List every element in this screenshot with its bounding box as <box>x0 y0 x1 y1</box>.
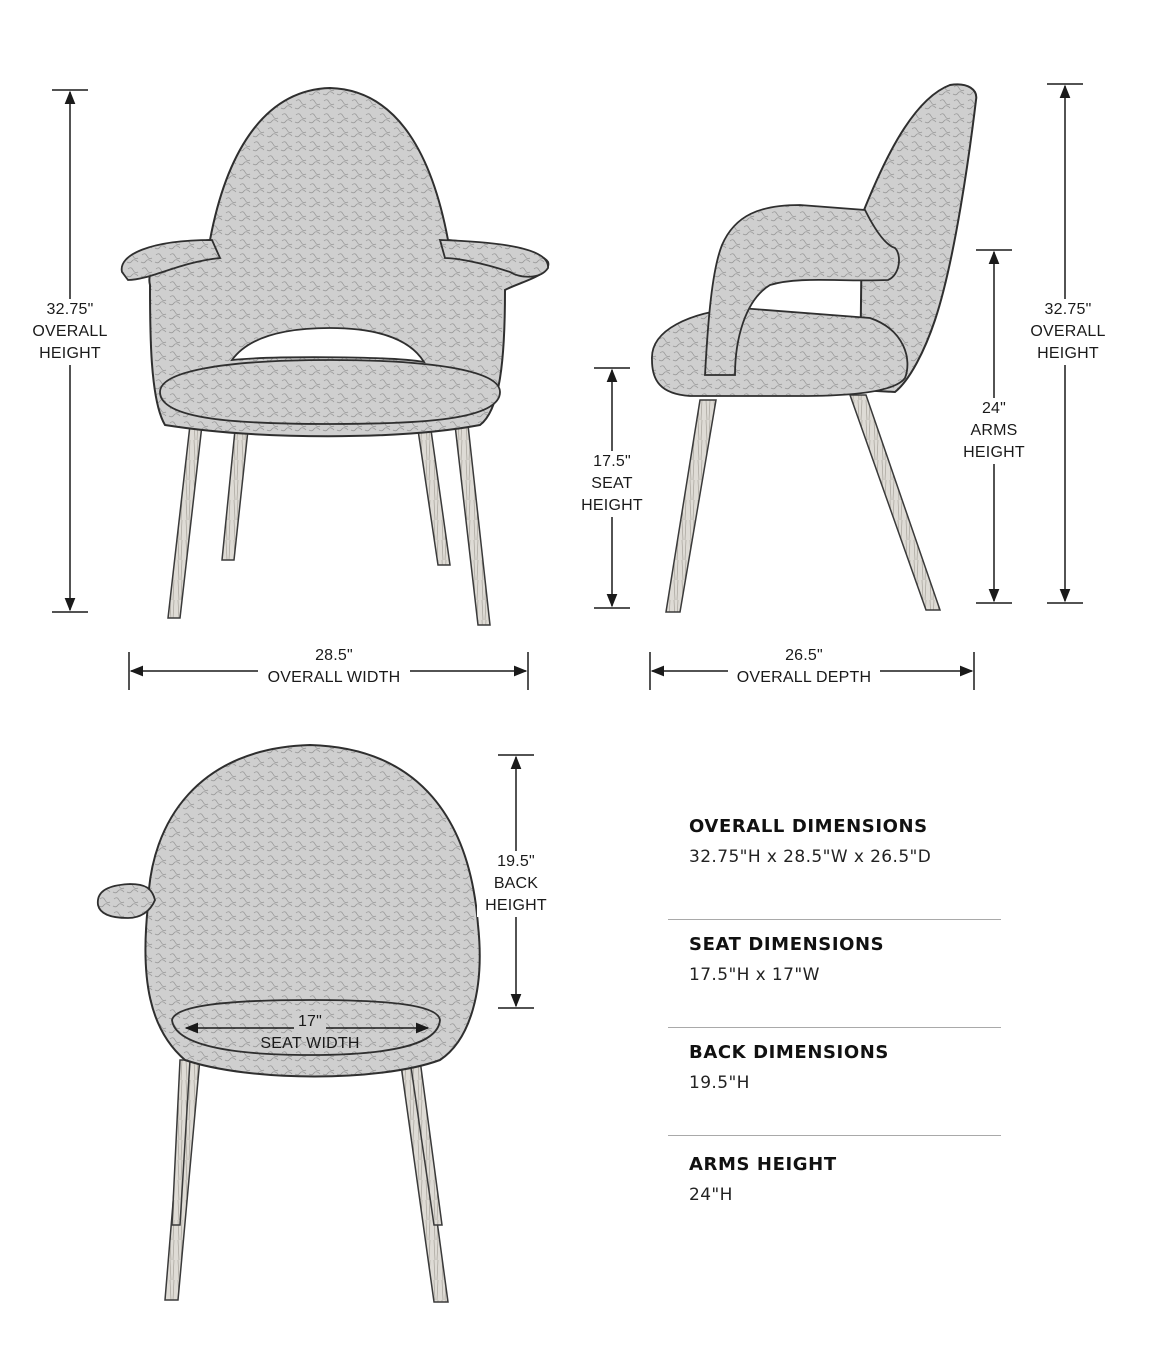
side-leg-back <box>850 395 940 610</box>
front-height-value: 32.75" <box>46 301 94 318</box>
spec-overall-title: OVERALL DIMENSIONS <box>689 816 928 837</box>
seat-height-label <box>572 451 652 517</box>
front-leg-right <box>455 425 490 625</box>
spec-arms <box>668 1136 1001 1244</box>
spec-panel <box>668 812 1001 1244</box>
spec-arms-value: 24"H <box>689 1185 733 1205</box>
depth-value: 26.5" <box>785 647 823 664</box>
side-seat <box>652 308 908 396</box>
side-height-label <box>1020 299 1116 365</box>
depth-caption: OVERALL DEPTH <box>736 669 872 686</box>
seat-height-caption-1: SEAT <box>591 475 633 492</box>
seat-width-value: 17" <box>294 1011 326 1033</box>
back-arm <box>98 884 155 918</box>
seat-width-caption: SEAT WIDTH <box>260 1035 360 1052</box>
front-height-label <box>22 299 118 365</box>
arms-height-value: 24" <box>981 400 1007 417</box>
front-height-caption-1: OVERALL <box>32 323 108 340</box>
front-leg-left <box>168 425 202 618</box>
front-height-caption-2: HEIGHT <box>39 345 101 362</box>
front-width-value: 28.5" <box>315 647 353 664</box>
arms-height-caption-1: ARMS <box>970 422 1018 439</box>
seat-height-caption-2: HEIGHT <box>581 497 643 514</box>
front-leg-right-rear <box>418 430 450 565</box>
arms-height-caption-2: HEIGHT <box>963 444 1025 461</box>
spec-arms-title: ARMS HEIGHT <box>689 1154 837 1175</box>
front-width-caption: OVERALL WIDTH <box>267 669 401 686</box>
back-height-label <box>477 851 555 917</box>
spec-seat-value: 17.5"H x 17"W <box>689 965 820 985</box>
back-height-caption-2: HEIGHT <box>485 897 547 914</box>
seat-width-label <box>250 1011 370 1055</box>
spec-seat <box>668 920 1001 1028</box>
front-leg-left-rear <box>222 430 248 560</box>
side-leg-front <box>666 400 716 612</box>
arms-height-label <box>956 398 1032 464</box>
side-view-chair <box>652 84 976 612</box>
spec-seat-title: SEAT DIMENSIONS <box>689 934 885 955</box>
spec-back <box>668 1028 1001 1136</box>
spec-overall-value: 32.75"H x 28.5"W x 26.5"D <box>689 847 932 867</box>
back-height-caption-1: BACK <box>493 875 539 892</box>
side-height-caption-2: HEIGHT <box>1037 345 1099 362</box>
front-width-label <box>258 645 410 689</box>
depth-label <box>728 645 880 689</box>
seat-height-value: 17.5" <box>593 453 631 470</box>
side-height-value: 32.75" <box>1044 301 1092 318</box>
spec-overall <box>668 812 1001 920</box>
spec-back-title: BACK DIMENSIONS <box>689 1042 889 1063</box>
side-height-caption-1: OVERALL <box>1030 323 1106 340</box>
front-view-chair <box>122 88 549 625</box>
spec-back-value: 19.5"H <box>689 1073 750 1093</box>
front-seat <box>160 360 500 424</box>
back-height-value: 19.5" <box>497 853 535 870</box>
